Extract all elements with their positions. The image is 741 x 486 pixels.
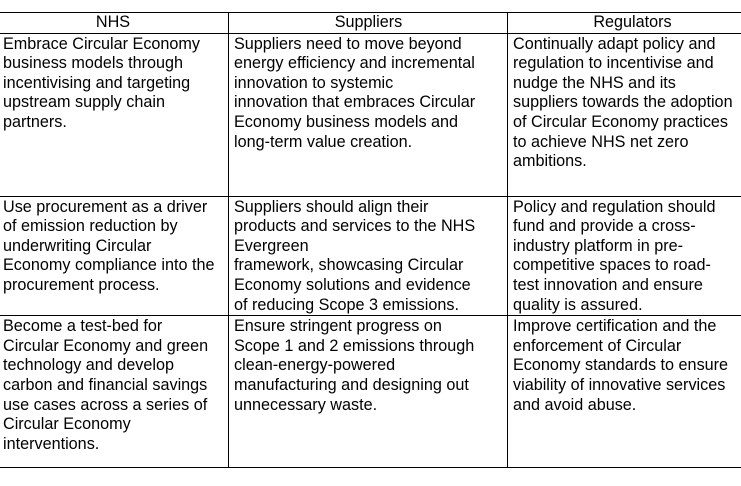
table-row xyxy=(0,196,741,316)
cell-line: Embrace Circular Economy xyxy=(3,34,201,53)
cell-line: carbon and financial savings xyxy=(3,375,208,394)
cell-line: Suppliers need to move beyond xyxy=(234,34,462,53)
cell-line: and avoid abuse. xyxy=(513,395,637,414)
cell-suppliers xyxy=(229,33,508,196)
header-suppliers: Suppliers xyxy=(229,13,508,34)
cell-line: underwriting Circular xyxy=(3,236,152,255)
cell-line: fund and provide a cross- xyxy=(513,217,696,236)
cell-line: Economy compliance into the xyxy=(3,256,215,275)
header-row xyxy=(0,13,741,34)
cell-line: competitive spaces to road- xyxy=(513,256,711,275)
cell-nhs xyxy=(0,196,229,316)
cell-line: long-term value creation. xyxy=(234,132,413,151)
cell-line: Become a test-bed for xyxy=(3,317,163,336)
cell-line: suppliers towards the adoption xyxy=(513,93,733,112)
cell-line: enforcement of Circular xyxy=(513,336,682,355)
header-nhs: NHS xyxy=(0,13,229,34)
cell-line: innovation that embraces Circular xyxy=(234,93,476,112)
cell-line: Circular Economy and green xyxy=(3,336,209,355)
cell-line: interventions. xyxy=(3,434,100,453)
cell-line: of emission reduction by xyxy=(3,217,178,236)
cell-line: partners. xyxy=(3,112,67,131)
cell-line: technology and develop xyxy=(3,356,175,375)
cell-regulators xyxy=(508,316,741,468)
cell-line: Suppliers should align their xyxy=(234,197,429,216)
cell-line: innovation to systemic xyxy=(234,73,394,92)
cell-nhs xyxy=(0,33,229,196)
comparison-table xyxy=(0,12,741,468)
cell-line: regulation to incentivise and xyxy=(513,54,714,73)
cell-line: Continually adapt policy and xyxy=(513,34,716,53)
cell-line: test innovation and ensure xyxy=(513,275,703,294)
cell-line: nudge the NHS and its xyxy=(513,73,676,92)
cell-line: Evergreen xyxy=(234,236,309,255)
cell-line: viability of innovative services xyxy=(513,375,726,394)
cell-line: clean-energy-powered xyxy=(234,356,396,375)
cell-line: energy efficiency and incremental xyxy=(234,54,475,73)
cell-line: Economy solutions and evidence xyxy=(234,275,471,294)
cell-line: Scope 1 and 2 emissions through xyxy=(234,336,475,355)
cell-line: use cases across a series of xyxy=(3,395,208,414)
cell-regulators xyxy=(508,196,741,316)
cell-line: Circular Economy xyxy=(3,415,131,434)
cell-line: procurement process. xyxy=(3,275,160,294)
cell-regulators xyxy=(508,33,741,196)
cell-line: Use procurement as a driver xyxy=(3,197,208,216)
cell-line: to achieve NHS net zero xyxy=(513,132,689,151)
cell-line: manufacturing and designing out xyxy=(234,375,469,394)
cell-line: upstream supply chain xyxy=(3,93,165,112)
cell-suppliers xyxy=(229,196,508,316)
cell-line: Policy and regulation should xyxy=(513,197,716,216)
table-row xyxy=(0,33,741,196)
cell-line: Improve certification and the xyxy=(513,317,717,336)
cell-nhs xyxy=(0,316,229,468)
cell-line: business models through xyxy=(3,54,183,73)
header-regulators: Regulators xyxy=(508,13,741,34)
cell-line: of reducing Scope 3 emissions. xyxy=(234,295,459,314)
cell-line: Economy standards to ensure xyxy=(513,356,729,375)
cell-line: unnecessary waste. xyxy=(234,395,378,414)
cell-line: industry platform in pre- xyxy=(513,236,684,255)
cell-suppliers xyxy=(229,316,508,468)
table-row xyxy=(0,316,741,468)
cell-line: Ensure stringent progress on xyxy=(234,317,442,336)
cell-line: Economy business models and xyxy=(234,112,459,131)
cell-line: of Circular Economy practices xyxy=(513,112,729,131)
cell-line: ambitions. xyxy=(513,152,587,171)
cell-line: incentivising and targeting xyxy=(3,73,191,92)
cell-line: framework, showcasing Circular xyxy=(234,256,464,275)
cell-line: products and services to the NHS xyxy=(234,217,476,236)
cell-line: quality is assured. xyxy=(513,295,643,314)
